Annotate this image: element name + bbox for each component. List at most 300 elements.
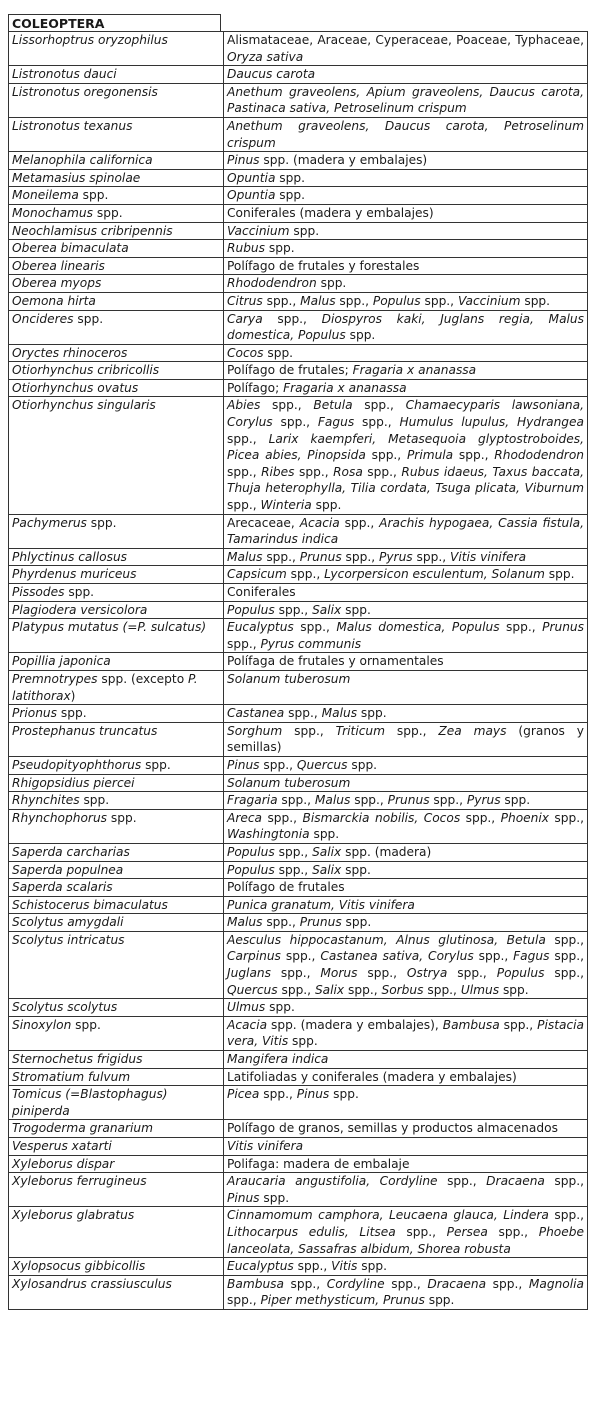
taxon-name: Pinus bbox=[227, 1190, 260, 1205]
taxon-name: Oemona hirta bbox=[12, 293, 96, 308]
pest-species-cell bbox=[9, 809, 224, 843]
text-segment: spp., bbox=[294, 464, 334, 479]
taxon-name: Zea mays bbox=[438, 723, 507, 738]
text-segment: spp. bbox=[107, 810, 137, 825]
text-segment: spp. bbox=[263, 345, 294, 360]
taxon-name: Rhododendron bbox=[494, 448, 584, 463]
text-segment: spp. bbox=[309, 827, 340, 842]
host-plants-cell bbox=[224, 379, 588, 397]
text-segment: Polífaga de frutales y ornamentales bbox=[227, 654, 444, 669]
text-segment: spp., bbox=[284, 706, 322, 721]
taxon-name: Vitis vinifera bbox=[227, 1139, 304, 1153]
taxon-name: Pyrus communis bbox=[260, 636, 362, 651]
taxon-name: Malus bbox=[300, 293, 336, 308]
pest-species-cell bbox=[9, 584, 224, 602]
taxon-name: Juglans bbox=[227, 966, 271, 981]
pest-species-cell bbox=[9, 653, 224, 671]
table-row bbox=[9, 257, 588, 275]
taxon-name: Otiorhynchus cribricollis bbox=[12, 363, 160, 378]
text-segment: spp. (madera y embalajes), bbox=[267, 1017, 443, 1032]
taxon-name: Rhigopsidius piercei bbox=[12, 775, 135, 790]
host-plants-cell bbox=[224, 222, 588, 240]
taxon-name: Saperda scalaris bbox=[12, 880, 113, 895]
text-segment: spp., bbox=[277, 982, 315, 997]
taxon-name: Melanophila californica bbox=[12, 153, 153, 168]
taxon-name: Moneilema bbox=[12, 188, 79, 203]
taxon-name: Citrus bbox=[227, 293, 263, 308]
text-segment: spp., bbox=[350, 793, 388, 808]
taxon-name: Malus bbox=[314, 793, 351, 808]
table-row bbox=[9, 379, 588, 397]
taxon-name: Populus bbox=[227, 844, 275, 859]
text-segment: Alismataceae, Araceae, Cyperaceae, Poaceae, Typhaceae, bbox=[227, 33, 584, 47]
taxon-name: Populus bbox=[227, 602, 275, 617]
taxon-name: Picea bbox=[227, 1087, 260, 1102]
taxon-name: Opuntia bbox=[227, 188, 276, 203]
text-segment: spp., bbox=[262, 293, 301, 308]
pest-species-cell bbox=[9, 117, 224, 151]
table-row bbox=[9, 756, 588, 774]
taxon-name: Fagus bbox=[317, 415, 355, 430]
table-row bbox=[9, 83, 588, 117]
text-segment: spp., bbox=[499, 620, 543, 635]
text-segment: spp., bbox=[262, 915, 300, 930]
table-row bbox=[9, 931, 588, 998]
text-segment: spp., bbox=[423, 982, 461, 997]
taxon-name: Malus domestica, Populus bbox=[336, 620, 500, 635]
taxon-name: Dracaena bbox=[486, 1174, 545, 1189]
taxon-name: Pyrus bbox=[379, 549, 413, 564]
pest-species-cell bbox=[9, 601, 224, 619]
host-plants-cell bbox=[224, 275, 588, 293]
taxon-name: Otiorhynchus ovatus bbox=[12, 380, 139, 395]
pest-species-cell bbox=[9, 722, 224, 756]
table-row bbox=[9, 1207, 588, 1258]
table-row bbox=[9, 601, 588, 619]
taxon-name: Lithocarpus edulis, Litsea bbox=[227, 1224, 396, 1239]
text-segment: spp., bbox=[487, 1224, 539, 1239]
pest-species-cell bbox=[9, 169, 224, 187]
text-segment: spp., bbox=[282, 723, 336, 738]
text-segment: spp., bbox=[293, 1259, 332, 1274]
pest-species-cell bbox=[9, 1086, 224, 1120]
taxon-name: Pistacia vera, Vitis bbox=[227, 1017, 584, 1049]
host-plants-cell bbox=[224, 514, 588, 548]
text-segment: Polífago de granos, semillas y productos almacenados bbox=[227, 1121, 558, 1136]
text-segment: spp., bbox=[339, 515, 380, 530]
text-segment: spp., bbox=[274, 862, 313, 877]
text-segment: spp., bbox=[274, 844, 313, 859]
taxon-name: Dracaena bbox=[427, 1276, 487, 1291]
taxon-name: Larix kaempferi, Metasequoia glyptostroboides, Picea abies, Pinopsida bbox=[227, 431, 584, 463]
taxon-name: Vitis vinifera bbox=[449, 549, 527, 564]
taxon-name: Prionus bbox=[12, 706, 58, 721]
taxon-name: Fragaria x ananassa bbox=[352, 363, 477, 378]
host-plants-cell bbox=[224, 1016, 588, 1050]
table-row bbox=[9, 809, 588, 843]
text-segment: spp. bbox=[357, 1259, 387, 1274]
text-segment: Polífago de frutales y forestales bbox=[227, 258, 420, 273]
host-plants-cell bbox=[224, 362, 588, 380]
table-row bbox=[9, 896, 588, 914]
table-row bbox=[9, 1155, 588, 1173]
taxon-name: Listronotus texanus bbox=[12, 118, 133, 133]
taxon-name: Monochamus bbox=[12, 205, 93, 220]
pest-species-cell bbox=[9, 275, 224, 293]
taxon-name: Winteria bbox=[260, 498, 312, 513]
pest-species-cell bbox=[9, 1051, 224, 1069]
taxon-name: Castanea sativa, Corylus bbox=[320, 949, 474, 964]
host-plants-cell bbox=[224, 896, 588, 914]
text-segment: spp., bbox=[395, 1224, 447, 1239]
table-row bbox=[9, 240, 588, 258]
taxon-name: Oberea bimaculata bbox=[12, 241, 129, 256]
text-segment: spp., bbox=[357, 966, 407, 981]
taxon-name: Rhynchites bbox=[12, 793, 80, 808]
text-segment: spp. bbox=[499, 982, 529, 997]
taxon-name: Daucus carota bbox=[227, 67, 316, 82]
host-plants-cell bbox=[224, 861, 588, 879]
table-row bbox=[9, 1068, 588, 1086]
taxon-name: Quercus bbox=[296, 757, 348, 772]
taxon-name: Scolytus amygdali bbox=[12, 915, 124, 930]
taxon-name: Pinus bbox=[296, 1087, 330, 1102]
taxon-name: Areca bbox=[227, 810, 263, 825]
text-segment: spp. bbox=[57, 706, 87, 721]
text-segment: Polífago de frutales bbox=[227, 880, 345, 895]
text-segment: spp. bbox=[289, 223, 320, 238]
pest-species-cell bbox=[9, 1120, 224, 1138]
table-row bbox=[9, 722, 588, 756]
host-plants-cell bbox=[224, 1120, 588, 1138]
text-segment: spp., bbox=[499, 1017, 538, 1032]
host-plants-cell bbox=[224, 310, 588, 344]
text-segment: spp., bbox=[486, 1276, 529, 1291]
text-segment: spp., bbox=[341, 549, 379, 564]
text-segment: spp., bbox=[420, 293, 458, 308]
text-segment: spp., bbox=[277, 793, 315, 808]
taxon-name: Quercus bbox=[227, 982, 278, 997]
host-plants-cell bbox=[224, 792, 588, 810]
taxon-name: Bambusa bbox=[442, 1017, 500, 1032]
table-row bbox=[9, 1086, 588, 1120]
pest-species-cell bbox=[9, 1138, 224, 1156]
taxon-name: Mangifera indica bbox=[227, 1052, 329, 1067]
table-body bbox=[9, 32, 588, 1310]
taxon-name: Pinus bbox=[227, 757, 260, 772]
text-segment: Polífago de frutales; bbox=[227, 363, 353, 378]
taxon-name: Malus bbox=[227, 915, 263, 930]
pest-species-cell bbox=[9, 344, 224, 362]
text-segment: spp., bbox=[262, 549, 300, 564]
taxon-name: Oncideres bbox=[12, 311, 74, 326]
text-segment: spp. bbox=[357, 706, 387, 721]
host-plants-cell bbox=[224, 1258, 588, 1276]
text-segment: spp., bbox=[227, 1293, 261, 1308]
taxon-name: Carpinus bbox=[227, 949, 281, 964]
host-plants-cell bbox=[224, 1155, 588, 1173]
section-heading-coleoptera: COLEOPTERA bbox=[8, 14, 221, 31]
table-row bbox=[9, 344, 588, 362]
taxon-name: Anethum graveolens, Daucus carota, Petroselinum crispum bbox=[227, 118, 584, 150]
pest-species-cell bbox=[9, 514, 224, 548]
pest-species-cell bbox=[9, 379, 224, 397]
table-row bbox=[9, 792, 588, 810]
taxon-name: Sorghum bbox=[227, 723, 283, 738]
taxon-name: Pinus bbox=[227, 153, 260, 168]
text-segment: spp., bbox=[260, 398, 314, 413]
taxon-name: Salix bbox=[312, 844, 342, 859]
taxon-name: Fragaria x ananassa bbox=[283, 380, 407, 395]
taxon-name: Cinnamomum camphora, Leucaena glauca, Lindera bbox=[227, 1208, 549, 1223]
table-row bbox=[9, 914, 588, 932]
taxon-name: Pachymerus bbox=[12, 515, 87, 530]
taxon-name: Piper methysticum, Prunus bbox=[260, 1293, 425, 1308]
text-segment: spp., bbox=[270, 966, 321, 981]
host-plants-cell bbox=[224, 1138, 588, 1156]
table-row bbox=[9, 514, 588, 548]
taxon-name: Ulmus bbox=[227, 1000, 266, 1015]
taxon-name: Pyrus bbox=[466, 793, 501, 808]
text-segment: spp., bbox=[262, 810, 303, 825]
table-row bbox=[9, 66, 588, 84]
host-plants-cell bbox=[224, 83, 588, 117]
text-segment: spp., bbox=[362, 464, 402, 479]
table-row bbox=[9, 670, 588, 704]
taxon-name: Bambusa bbox=[227, 1276, 284, 1291]
taxon-name: Fragaria bbox=[227, 793, 278, 808]
text-segment: spp., bbox=[473, 949, 514, 964]
taxon-name: Listronotus oregonensis bbox=[12, 84, 158, 99]
text-segment: spp., bbox=[286, 567, 325, 582]
table-row bbox=[9, 1051, 588, 1069]
host-plants-cell bbox=[224, 204, 588, 222]
text-segment: spp., bbox=[272, 415, 318, 430]
host-plants-cell bbox=[224, 584, 588, 602]
taxon-name: Eucalyptus bbox=[227, 620, 294, 635]
text-segment: spp. bbox=[520, 293, 551, 308]
taxon-name: Pseudopityophthorus bbox=[12, 757, 142, 772]
text-segment: spp. bbox=[347, 757, 378, 772]
text-segment: spp., bbox=[429, 793, 467, 808]
table-row bbox=[9, 222, 588, 240]
taxon-name: Malus bbox=[321, 706, 358, 721]
text-segment: Polifaga: madera de embalaje bbox=[227, 1156, 410, 1171]
table-row bbox=[9, 1138, 588, 1156]
table-row bbox=[9, 1275, 588, 1309]
taxon-name: Primula bbox=[406, 448, 454, 463]
text-segment: spp. bbox=[424, 1293, 455, 1308]
host-plants-cell bbox=[224, 999, 588, 1017]
taxon-name: Scolytus intricatus bbox=[12, 932, 125, 947]
host-plants-cell bbox=[224, 187, 588, 205]
text-segment: spp. bbox=[64, 585, 95, 599]
text-segment: spp. bbox=[500, 793, 531, 808]
table-row bbox=[9, 169, 588, 187]
taxon-name: Humulus lupulus, Hydrangea bbox=[399, 415, 584, 430]
taxon-name: Fagus bbox=[513, 949, 550, 964]
text-segment: spp. bbox=[316, 276, 347, 291]
text-segment: spp., bbox=[549, 949, 584, 964]
table-row bbox=[9, 397, 588, 514]
text-segment: spp., bbox=[384, 1276, 428, 1291]
taxon-name: Prunus bbox=[299, 549, 342, 564]
taxon-name: Vitis bbox=[331, 1259, 358, 1274]
host-plants-cell bbox=[224, 397, 588, 514]
pest-species-cell bbox=[9, 362, 224, 380]
taxon-name: Chamaecyparis lawsoniana, Corylus bbox=[227, 398, 584, 430]
text-segment: spp. (madera) bbox=[341, 844, 432, 859]
pest-species-cell bbox=[9, 1275, 224, 1309]
host-plants-cell bbox=[224, 809, 588, 843]
host-plants-cell bbox=[224, 879, 588, 897]
host-plants-cell bbox=[224, 670, 588, 704]
taxon-name: Vaccinium bbox=[227, 223, 290, 238]
pest-species-cell bbox=[9, 756, 224, 774]
host-plants-cell bbox=[224, 117, 588, 151]
pest-species-cell bbox=[9, 896, 224, 914]
host-plants-cell bbox=[224, 344, 588, 362]
taxon-name: Carya bbox=[227, 311, 263, 326]
host-plants-cell bbox=[224, 914, 588, 932]
taxon-name: Persea bbox=[446, 1224, 488, 1239]
host-plants-cell bbox=[224, 32, 588, 66]
taxon-name: Abies bbox=[227, 398, 261, 413]
text-segment: Coniferales (madera y embalajes) bbox=[227, 205, 434, 220]
taxon-name: Phlyctinus callosus bbox=[12, 549, 128, 564]
taxon-name: Morus bbox=[320, 966, 358, 981]
text-segment: spp., bbox=[412, 549, 450, 564]
taxon-name: Otiorhynchus singularis bbox=[12, 398, 156, 413]
taxon-name: Betula bbox=[313, 398, 353, 413]
text-segment: spp., bbox=[460, 810, 501, 825]
taxon-name: Xylosandrus crassiusculus bbox=[12, 1276, 172, 1291]
taxon-name: Prunus bbox=[387, 793, 430, 808]
host-plants-cell bbox=[224, 1068, 588, 1086]
table-row bbox=[9, 152, 588, 170]
text-segment: spp. bbox=[265, 241, 295, 256]
pest-species-cell bbox=[9, 931, 224, 998]
host-plants-cell bbox=[224, 705, 588, 723]
table-row bbox=[9, 548, 588, 566]
table-row bbox=[9, 584, 588, 602]
text-segment: spp. bbox=[73, 311, 104, 326]
taxon-name: Washingtonia bbox=[227, 827, 310, 842]
pest-species-cell bbox=[9, 548, 224, 566]
taxon-name: Acacia bbox=[299, 515, 340, 530]
taxon-name: Pissodes bbox=[12, 585, 65, 599]
pest-species-cell bbox=[9, 397, 224, 514]
host-plants-cell bbox=[224, 66, 588, 84]
taxon-name: Prunus bbox=[542, 620, 584, 635]
pest-species-cell bbox=[9, 204, 224, 222]
taxon-name: Phoebe lanceolata, Sassafras albidum, Shorea robusta bbox=[227, 1224, 584, 1256]
taxon-name: Acacia bbox=[227, 1017, 268, 1032]
pest-species-cell bbox=[9, 1068, 224, 1086]
taxon-name: Vaccinium bbox=[457, 293, 521, 308]
taxon-name: Ostrya bbox=[406, 966, 448, 981]
text-segment: spp., bbox=[259, 757, 297, 772]
pest-species-cell bbox=[9, 861, 224, 879]
host-plants-cell bbox=[224, 1051, 588, 1069]
taxon-name: Platypus mutatus (=P. sulcatus) bbox=[12, 620, 207, 635]
text-segment: spp. bbox=[544, 567, 575, 582]
text-segment: spp. bbox=[141, 757, 171, 772]
pest-species-cell bbox=[9, 670, 224, 704]
text-segment: ) bbox=[70, 688, 76, 703]
taxon-name: Capsicum bbox=[227, 567, 287, 582]
table-row bbox=[9, 774, 588, 792]
pest-species-cell bbox=[9, 1016, 224, 1050]
table-row bbox=[9, 566, 588, 584]
text-segment: spp. bbox=[78, 188, 109, 203]
table-row bbox=[9, 861, 588, 879]
text-segment: (granos y semillas) bbox=[227, 723, 585, 755]
host-plants-cell bbox=[224, 653, 588, 671]
host-plants-cell bbox=[224, 756, 588, 774]
taxon-name: Populus bbox=[496, 966, 545, 981]
text-segment: spp., bbox=[344, 982, 382, 997]
taxon-name: Popillia japonica bbox=[12, 654, 111, 669]
text-segment: Polífago; bbox=[227, 380, 284, 395]
taxon-name: Neochlamisus cribripennis bbox=[12, 223, 173, 238]
taxon-name: Sorbus bbox=[381, 982, 424, 997]
taxon-name: Stromatium fulvum bbox=[12, 1069, 131, 1084]
taxon-name: Anethum graveolens, Apium graveolens, Daucus carota, Pastinaca sativa, Petroselinum crispum bbox=[227, 84, 584, 116]
text-segment: spp., bbox=[227, 431, 269, 446]
taxon-name: Metamasius spinolae bbox=[12, 170, 141, 185]
taxon-name: Diospyros kaki, Juglans regia, Malus domestica, Populus bbox=[227, 311, 584, 343]
taxon-name: P. latithorax bbox=[12, 671, 198, 703]
taxon-name: Saperda carcharias bbox=[12, 844, 130, 859]
text-segment: spp., bbox=[274, 602, 313, 617]
text-segment: spp. bbox=[259, 1190, 290, 1205]
text-segment: spp., bbox=[545, 932, 584, 947]
pest-host-table bbox=[8, 31, 588, 1310]
taxon-name: Sinoxylon bbox=[12, 1017, 72, 1032]
taxon-name: Trogoderma granarium bbox=[12, 1121, 154, 1136]
table-row bbox=[9, 705, 588, 723]
host-plants-cell bbox=[224, 548, 588, 566]
taxon-name: Schistocerus bimaculatus bbox=[12, 897, 168, 912]
table-row bbox=[9, 117, 588, 151]
taxon-name: Xyleborus ferrugineus bbox=[12, 1174, 147, 1189]
taxon-name: Xyleborus dispar bbox=[12, 1156, 115, 1171]
taxon-name: Plagiodera versicolora bbox=[12, 602, 148, 617]
text-segment: spp. bbox=[341, 602, 371, 617]
taxon-name: Triticum bbox=[335, 723, 385, 738]
taxon-name: Tomicus (=Blastophagus) piniperda bbox=[12, 1087, 168, 1118]
taxon-name: Scolytus scolytus bbox=[12, 1000, 118, 1015]
text-segment: Arecaceae, bbox=[227, 515, 300, 530]
pest-species-cell bbox=[9, 66, 224, 84]
taxon-name: Rhynchophorus bbox=[12, 810, 108, 825]
host-plants-cell bbox=[224, 1086, 588, 1120]
taxon-name: Punica granatum, Vitis vinifera bbox=[227, 897, 415, 912]
taxon-name: Phoenix bbox=[500, 810, 549, 825]
host-plants-cell bbox=[224, 601, 588, 619]
text-segment: spp. bbox=[275, 170, 305, 185]
host-plants-cell bbox=[224, 1275, 588, 1309]
taxon-name: Solanum tuberosum bbox=[227, 671, 351, 686]
taxon-name: Eucalyptus bbox=[227, 1259, 294, 1274]
pest-species-cell bbox=[9, 566, 224, 584]
host-plants-cell bbox=[224, 843, 588, 861]
host-plants-cell bbox=[224, 931, 588, 998]
taxon-name: Solanum tuberosum bbox=[227, 775, 351, 790]
taxon-name: Oberea myops bbox=[12, 276, 102, 291]
taxon-name: Oberea linearis bbox=[12, 258, 105, 273]
